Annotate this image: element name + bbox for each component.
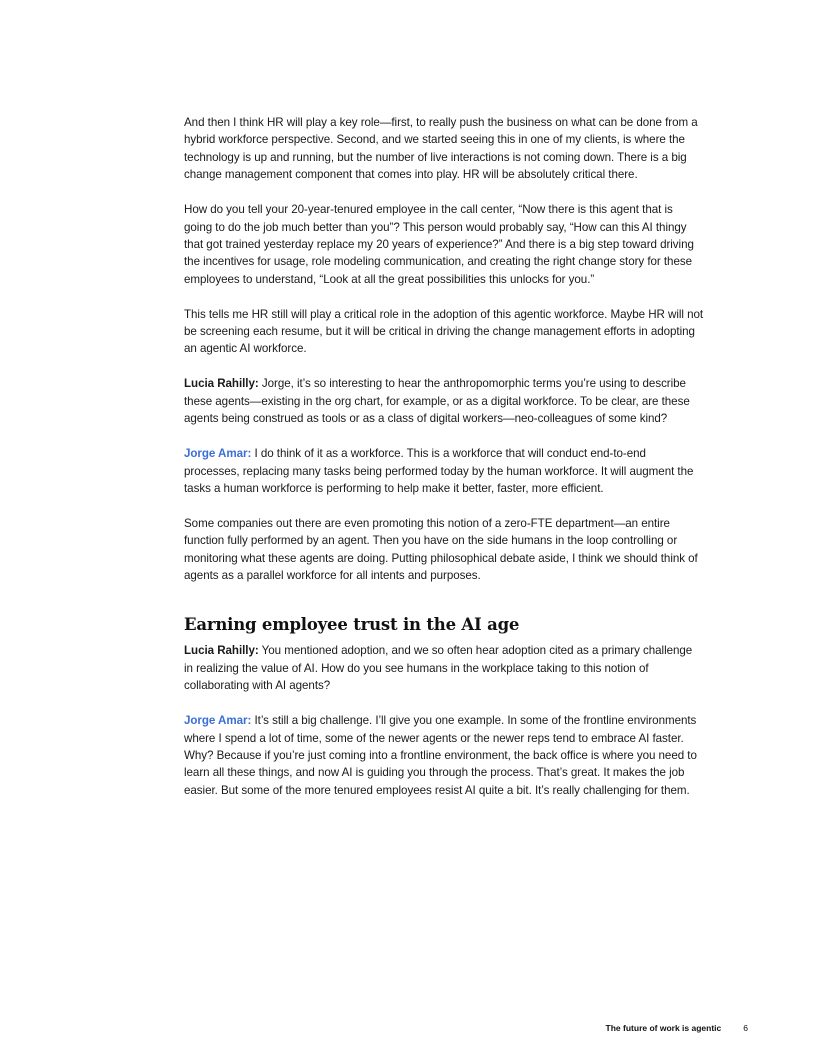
paragraph-text: It’s still a big challenge. I’ll give you one example. In some of the frontline environments where I spend a lot of time, some of the newer agents or the newer reps tend to embrace AI faster. Why? Because if you’re just coming into a frontline environment, the back office is where you need to learn all these things, and now AI is guiding you through the process. That’s great. It makes the job easier. But some of the more tenured employees resist AI quite a bit. It’s really challenging for them. xyxy=(184,714,697,797)
speaker-name-jorge: Jorge Amar: xyxy=(184,714,252,728)
paragraph-text: Some companies out there are even promoting this notion of a zero-FTE department—an entire function fully performed by an agent. Then you have on the side humans in the loop controlling or monitoring what these agents are doing. Putting philosophical debate aside, I think we should think of agents as a parallel workforce for all intents and purposes. xyxy=(184,516,698,583)
paragraph-text: Jorge, it’s so interesting to hear the anthropomorphic terms you’re using to describe these agents—existing in the org chart, for example, or as a digital workforce. To be clear, are these agents being construed as tools or as a class of digital workers—neo-colleagues of some kind? xyxy=(184,377,690,426)
paragraph-lucia-question-anthropomorphic xyxy=(184,375,704,427)
paragraph-jorge-answer-challenge xyxy=(184,712,704,799)
speaker-name-jorge: Jorge Amar: xyxy=(184,447,252,461)
paragraph-hr-key-role xyxy=(184,114,704,184)
section-heading: Earning employee trust in the AI age xyxy=(184,615,520,635)
speaker-name-lucia: Lucia Rahilly: xyxy=(184,377,259,391)
paragraph-text: This tells me HR still will play a critical role in the adoption of this agentic workforce. Maybe HR will not be screening each resume, but it will be critical in driving the change management efforts in adopting an agentic AI workforce. xyxy=(184,307,704,356)
paragraph-text: You mentioned adoption, and we so often hear adoption cited as a primary challenge in realizing the value of AI. How do you see humans in the workplace taking to this notion of collaborating with AI agents? xyxy=(184,644,693,693)
paragraph-jorge-answer-workforce xyxy=(184,445,704,497)
paragraph-text: I do think of it as a workforce. This is a workforce that will conduct end-to-end processes, replacing many tasks being performed today by the human workforce. It will augment the tasks a human workforce is performing to help make it better, faster, more efficient. xyxy=(184,447,694,495)
paragraph-text: And then I think HR will play a key role—first, to really push the business on what can be done from a hybrid workforce perspective. Second, and we started seeing this in one of my clients, is where the technology is up and running, but the number of live interactions is not coming down. There is a big change management component that comes into play. HR will be absolutely critical there. xyxy=(184,116,698,182)
paragraph-zero-fte-department xyxy=(184,515,704,585)
paragraph-call-center-example xyxy=(184,201,704,288)
speaker-name-lucia: Lucia Rahilly: xyxy=(184,644,259,658)
paragraph-lucia-question-adoption xyxy=(184,642,704,694)
paragraph-hr-critical-role xyxy=(184,306,704,358)
footer-title: The future of work is agentic xyxy=(605,1023,722,1033)
article-body xyxy=(184,114,704,817)
page-footer xyxy=(606,1023,748,1033)
paragraph-text: How do you tell your 20-year-tenured employee in the call center, “Now there is this agent that is going to do the job much better than you”? This person would probably say, “How can this AI thingy that got trained yesterday replace my 20 years of experience?” And there is a big step toward driving the incentives for usage, role modeling communication, and creating the right change story for these employees to understand, “Look at all the great possibilities this unlocks for you.” xyxy=(184,203,694,286)
page-number: 6 xyxy=(743,1023,748,1033)
